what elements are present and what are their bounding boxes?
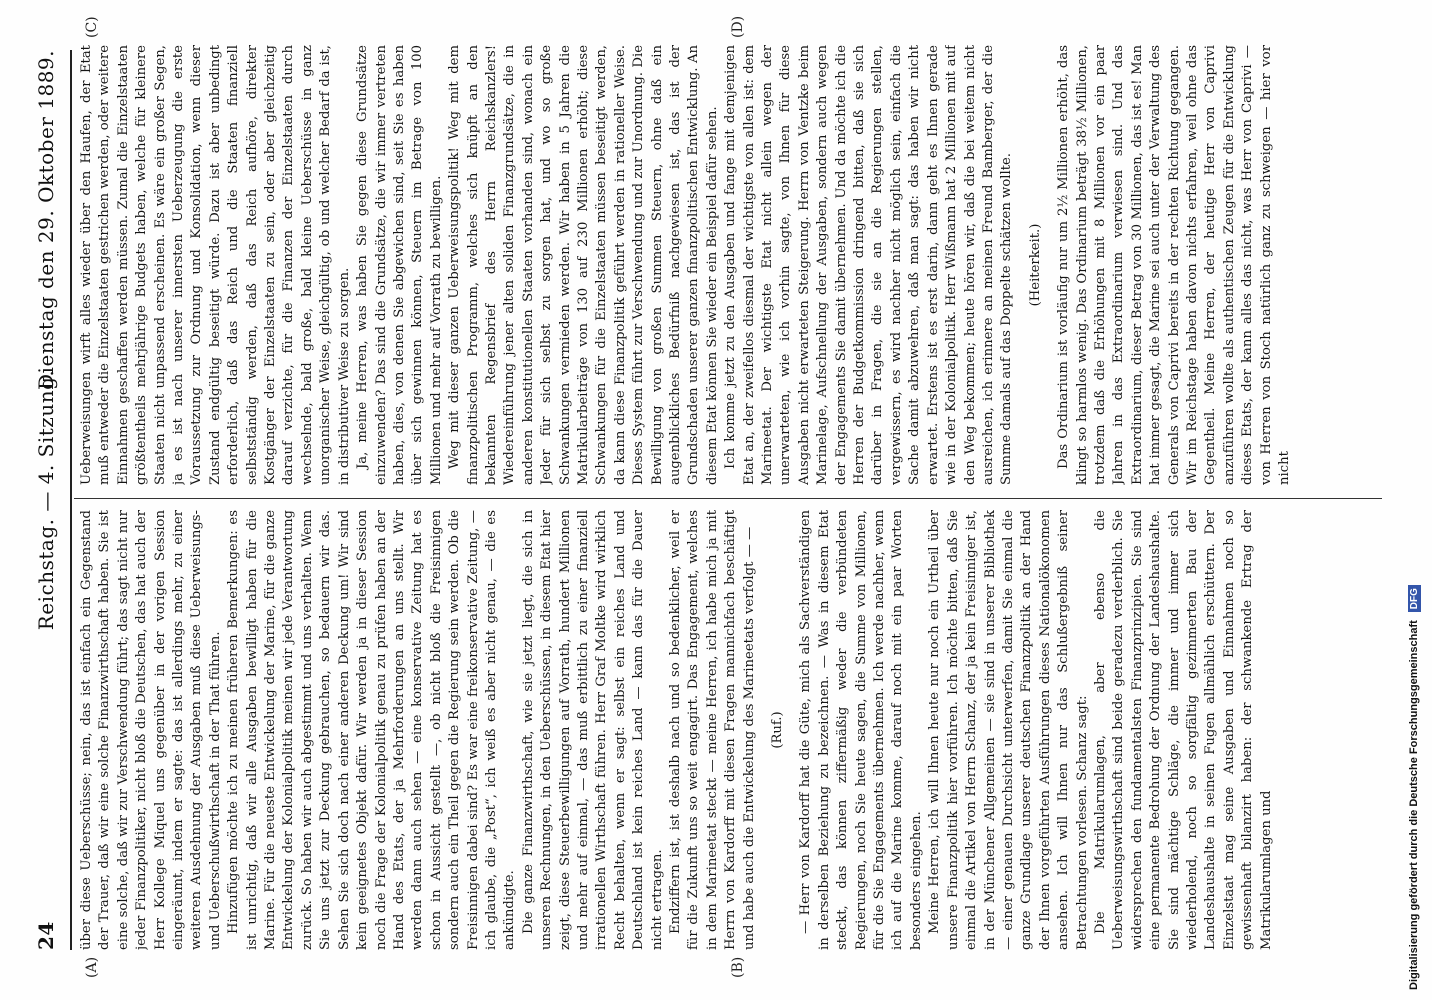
interjection: (Heiterkeit.) <box>1027 223 1043 307</box>
dfg-logo: DFG <box>1408 585 1421 612</box>
paragraph: Das Ordinarium ist vorläufig nur um 2½ Millionen erhöht, das klingt so harmlos wenig. Das Ordinarium beträgt 38½ Millionen, trotzdem daß die Erhöhungen mit 8 Millionen vor ein paar Jahren in das Extraordinarium verwiesen sind. Und das Extraordinarium, dieser Betrag von 30 Millionen, das ist es! Man hat immer gesagt, die Marine sei auch unter der Verwaltung des Generals von Caprivi bereits in der rechten Richtung gegangen. Wir im Reichstage haben davon nichts erfahren, weil ohne das Gegentheil. Meine Herren, der heutige Herr von Caprivi anzuführen wollte als authentischen Zeugen für die Entwicklung dieses Etats, der kann alles das nicht, was Herr von Caprivi — von Herren von Stoch natürlich ganz zu schweigen — hier vor nicht <box>1056 45 1292 485</box>
left-column <box>78 510 1382 950</box>
paragraph: Weg mit dieser ganzen Ueberweisungspolitik! Weg mit dem finanzpolitischen Programm, welches sich knüpft an den bekannten Regensbrief des Herrn Reichskanzlers! Wiedereinführung jener alten soliden Finanzgrundsätze, die in anderen konstitutionellen Staaten vorhanden sind, wonach ein Jeder für sich selbst zu sorgen hat, und wo so große Schwankungen vermieden werden. Wir haben in 5 Jahren die Matrikularbeiträge von 130 auf 230 Millionen erhöht; diese Schwankungen für die Einzelstaaten müssen beseitigt werden, da kann diese Finanzpolitik geführt werden in rationeller Weise. Dieses System führt zur Verschwendung und zur Unordnung. Die Bewilligung von großen Summen Steuern, ohne daß ein augenblickliches Bedürfniß nachgewiesen ist, das ist der Grundschaden unserer ganzen finanzpolitischen Entwicklung. An diesem Etat können Sie wieder ein Beispiel dafür sehen. <box>447 45 720 485</box>
session-title: Reichstag. — 4. Sitzung. <box>34 369 58 631</box>
interjection: (Ruf.) <box>770 711 786 749</box>
margin-marker-b: (B) <box>730 956 746 978</box>
credit-text: Digitalisierung gefördert durch die Deutsche Forschungsgemeinschaft <box>1408 620 1420 990</box>
paragraph: — Herr von Kardorff hat die Güte, mich als Sachverständigen in derselben Beziehung zu bezeichnen. — Was in diesem Etat steckt, das können ziffermäßig weder die verbündeten Regierungen, noch Sie heute sagen, die Summe von Millionen, für die Sie Engagements übernehmen. Ich werde nachher, wenn ich auf die Marine komme, darauf noch mit ein paar Worten besonders eingehen. <box>798 510 924 950</box>
header-rule <box>70 50 72 950</box>
page-number: 24 <box>34 921 58 950</box>
right-column <box>78 45 1382 485</box>
page-frame <box>10 10 1422 990</box>
paragraph: Ueberweisungen wirft alles wieder über den Haufen, der Etat muß entweder die Einzelstaaten gestrichen werden, oder weitere Einnahmen geschaffen werden müssen. Zumal die Einzelstaaten größtentheils mehrjährige Budgets haben, welche für kleinere Staaten nicht unpassend erscheinen. Es wäre ein großer Segen, ja es ist nach unserer innersten Ueberzeugung die erste Voraussetzung zur Ordnung und Konsolidation, wenn dieser Zustand endgültig beseitigt würde. Dazu ist aber unbedingt erforderlich, daß das Reich und die Staaten finanziell selbstständig werden, daß das Reich aufhöre, direkter Kostgänger der Einzelstaaten zu sein, oder aber gleichzeitig darauf verzichte, für die Finanzen der Einzelstaaten durch wechselnde, bald große, bald kleine Ueberschüsse in ganz unorganischer Weise, gleichgültig, ob und welcher Bedarf da ist, in distributiver Weise zu sorgen. <box>79 45 352 485</box>
quotation: Die Matrikularumlagen, aber ebenso die Ueberweisungswirthschaft sind beide geradezu verderblich. Sie widersprechen den fundamentalsten Finanzprinzipien. Sie sind eine permanente Bedrohung der Ordnung der Landeshaushalte. Sie sind mächtige Schläge, die immer und immer sich wiederholend, noch so sorgfältig gezimmerten Bau der Landeshaushalte in seinen Fugen allmählich erschüttern. Der Einzelstaat mag seine Ausgaben und Einnahmen noch so gewissenhaft bilanzirt haben: der schwankende Ertrag der Matrikularumlagen und <box>1092 510 1274 950</box>
margin-marker-d: (D) <box>730 15 746 38</box>
paragraph: Endziffern ist, ist deshalb nach und so bedenklicher, weil er für die Zukunft uns so weit engagirt. Das Engagement, welches in dem Marineetat steckt — meine Herren, ich habe mich ja mit Herrn von Kardorff mit diesen Fragen mannichfach beschäftigt und habe auch die Entwickelung des Marineetats verfolgt — — <box>668 510 757 950</box>
margin-marker-a: (A) <box>84 956 100 978</box>
page-header <box>30 50 66 950</box>
digitization-credit <box>1404 0 1424 990</box>
paragraph: Ja, meine Herren, was haben Sie gegen diese Grundsätze einzuwenden? Das sind die Grundsätze, die wir immer vertreten haben, dies, von denen Sie abgewichen sind, seit Sie es haben über sich gewinnen können, Steuern im Betrage von 100 Millionen und mehr auf Vorrath zu bewilligen. <box>355 45 444 485</box>
paragraph: über diese Ueberschüsse; nein, das ist einfach ein Gegenstand der Trauer, daß wir eine solche Finanzwirthschaft haben. Sie ist eine solche, daß wir zur Verschwendung führt; das sagt nicht nur jeder Finanzpolitiker, nicht bloß die Deutschen, das hat auch der Herr Kollege Miquel uns gegenüber in der vorigen Session eingeräumt, indem er sagte: das ist allerdings mehr, zu einer weiteren Ausdehnung der Ausgaben muß diese Ueberweisungs- und Ueberschußwirthschaft in der That führen. <box>79 510 223 950</box>
paragraph: Ich komme jetzt zu den Ausgaben und fange mit demjenigen Etat an, der zweifellos diesmal der wichtigste von allen ist: dem Marineetat. Der wichtigste Etat nicht allein wegen der unerwarteten, wie ich vorhin sagte, von Ihnen für diese Ausgaben nicht erwarteten Steigerung. Herrn von Ventzke beim Marinelage, Aufschnellung der Ausgaben, sondern auch wegen der Engagements Sie damit übernehmen. Und da möchte ich die Herren der Budgetkommission dringend bitten, daß sie sich darüber in Fragen, die sie an die Regierungen stellen, vergewissern, es wird nachher nicht möglich sein, einfach die Sache damit abzuwehren, daß man sagt: das haben wir nicht erwartet. Erstens ist es erst darin, dann geht es Ihnen gerade wie in der Kolonialpolitik. Herr Wißmann hat 2 Millionen mit auf den Weg bekommen; heute hören wir, daß die bei weitem nicht ausreichen, ich erinnere an meinen Freund Bamberger, der die Summe damals auf das Doppelte schätzen wollte. <box>723 45 1015 485</box>
column-divider <box>74 498 1382 499</box>
paragraph: Hinzufügen möchte ich zu meinen früheren Bemerkungen: es ist unrichtig, daß wir alle Ausgaben bewilligt haben für die Marine. Für die neueste Entwickelung der Marine, für die ganze Entwickelung der Kolonialpolitik meinen wir jede Verantwortung zurück. So haben wir auch abgestimmt und uns verhalten. Wenn Sie uns jetzt zur Deckung gebrauchen, so bedauern wir das. Sehen Sie sich doch nach einer anderen Deckung um! Wir sind kein geeignetes Objekt dafür. Wir werden ja in dieser Session noch die Frage der Kolonialpolitik genau zu prüfen haben an der Hand des Etats, der ja Mehrforderungen an uns stellt. Wir werden dann auch sehen — eine konservative Zeitung hat es schon in Aussicht gestellt —, ob nicht bloß die Freisinnigen sondern auch ein Theil gegen die Regierung sein werden. Ob die Freisinnigen dabei sind? Es war eine freikonservative Zeitung, — ich glaube, die „Post“, ich weiß es aber nicht genau, — die es ankündigte. <box>226 510 518 950</box>
margin-marker-c: (C) <box>84 16 100 38</box>
paragraph: Die ganze Finanzwirthschaft, wie sie jetzt liegt, die sich in unseren Rechnungen, in den Ueberschüssen, in diesem Etat hier zeigt, diese Steuerbewilligungen auf Vorrath, hundert Millionen und mehr auf einmal, — das muß erbittlich zu einer finanziell irrationellen Wirthschaft führen. Herr Graf Moltke wird wirklich Recht behalten, wenn er sagt: selbst ein reiches Land und Deutschland ist kein reiches Land — kann das für die Dauer nicht ertragen. <box>520 510 665 950</box>
paragraph: Meine Herren, ich will Ihnen heute nur noch ein Urtheil über unsere Finanzpolitik hier vorführen. Ich möchte bitten, daß Sie einmal die Artikel von Herrn Schanz, der ja kein Freisinniger ist, in der Münchener Allgemeinen — sie sind in unserer Bibliothek — einer genauen Durchsicht unterwerfen, damit Sie einmal die ganze Grundlage unserer deutschen Finanzpolitik an der Hand der Ihnen vorgeführten Ausführungen dieses Nationalökonomen ansehen. Ich will Ihnen nur das Schlußergebniß seiner Betrachtungen vorlesen. Schanz sagt: <box>927 510 1090 950</box>
session-date: Dienstag den 29. Oktober 1889. <box>34 50 58 390</box>
